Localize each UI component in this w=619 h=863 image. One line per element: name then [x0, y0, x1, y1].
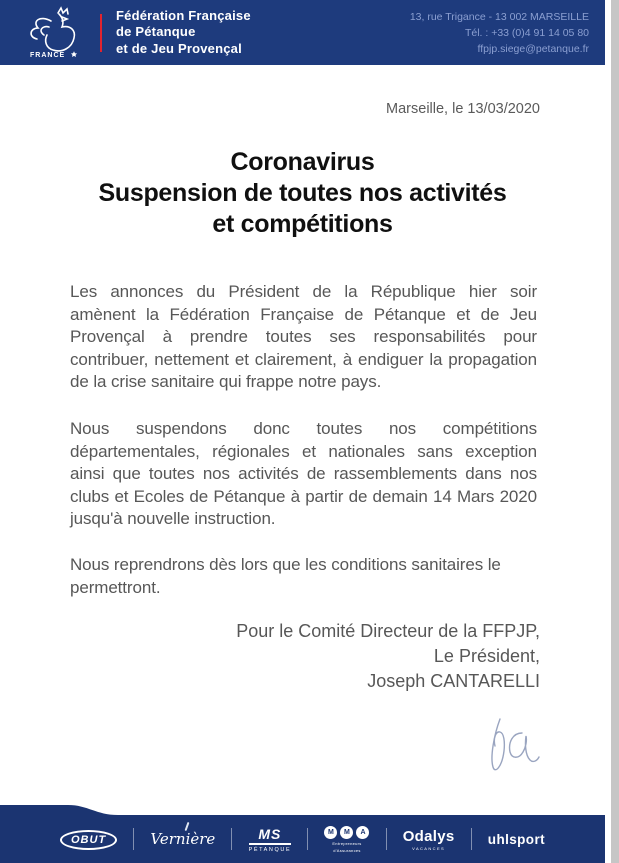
title-line3: et compétitions — [212, 210, 393, 238]
logo-star — [71, 51, 77, 57]
handwritten-signature — [462, 705, 572, 805]
org-name-line1: Fédération Française — [116, 7, 251, 23]
obut-label: OBUT — [60, 830, 117, 850]
paragraph-2: Nous suspendons donc toutes nos compétitions départementales, régionales et nationales sans exception ainsi que toutes nos activités de rassemblements dans nos clubs et Ecoles de Pétanque à partir de demain 14 Mars 2020 jusqu'à nouvelle instruction. — [70, 419, 537, 529]
mma-letter-a: A — [356, 826, 369, 839]
org-name-line2: de Pétanque — [116, 24, 196, 40]
odalys-label: Odalys — [402, 827, 455, 845]
paragraph-1: Les annonces du Président de la République hier soir amènent la Fédération Française de Pétanque et de Jeu Provençal à prendre toutes ses responsabilités pour contribuer, nettement et clairement, à endiguer la propagation de la crise sanitaire qui frappe notre pays. — [70, 282, 537, 392]
ms-label: MS — [249, 826, 292, 845]
signoff-line1: Pour le Comité Directeur de la FFPJP, — [236, 621, 540, 641]
mma-letter-m1: M — [324, 826, 337, 839]
verniere-logo — [150, 830, 215, 848]
title-line2: Suspension de toutes nos activités — [98, 179, 507, 207]
sponsor-logos-row — [0, 815, 605, 863]
mma-sub-line1: Entrepreneurs — [332, 840, 362, 846]
header-bar — [0, 0, 605, 65]
signoff-line2: Le Président, — [433, 646, 540, 666]
verniere-label: Vernière — [150, 830, 216, 848]
date-line: Marseille, le 13/03/2020 — [386, 101, 540, 117]
paragraph-3: Nous reprendrons dès lors que les conditions sanitaires le permettront. — [70, 555, 501, 597]
org-name — [116, 8, 251, 58]
footer-separator — [307, 828, 308, 850]
uhlsport-logo — [488, 832, 545, 847]
ffpjp-rooster-logo — [18, 5, 96, 61]
footer-separator — [386, 828, 387, 850]
header-red-separator — [100, 14, 102, 52]
mma-circles — [324, 826, 369, 839]
footer-separator — [231, 828, 232, 850]
ms-petanque-logo — [249, 826, 292, 853]
org-name-line3: et de Jeu Provençal — [116, 40, 242, 56]
logo-caption-text: FRANCE — [30, 51, 66, 59]
letter-title — [0, 147, 605, 240]
odalys-sub-label: VACANCES — [412, 845, 446, 851]
header-phone: Tél. : +33 (0)4 91 14 05 80 — [464, 26, 589, 39]
mma-logo — [324, 826, 369, 853]
footer-separator — [471, 828, 472, 850]
obut-logo — [60, 830, 117, 848]
odalys-logo — [403, 828, 455, 851]
ms-sub-label: PÉTANQUE — [248, 846, 292, 853]
mma-letter-m2: M — [340, 826, 353, 839]
header-address: 13, rue Trigance - 13 002 MARSEILLE — [409, 10, 589, 23]
signoff-block — [0, 619, 540, 694]
mma-sub-line2: d'Assurances — [333, 847, 361, 853]
footer-bar — [0, 805, 605, 863]
title-line1: Coronavirus — [230, 148, 375, 176]
footer-separator — [133, 828, 134, 850]
rooster-icon — [18, 5, 96, 61]
uhlsport-label: uhlsport — [487, 831, 545, 847]
header-email: ffpjp.siege@petanque.fr — [477, 42, 589, 55]
signoff-line3: Joseph CANTARELLI — [367, 671, 540, 691]
page-edge-strip — [611, 0, 619, 863]
header-contact-block — [410, 9, 589, 57]
